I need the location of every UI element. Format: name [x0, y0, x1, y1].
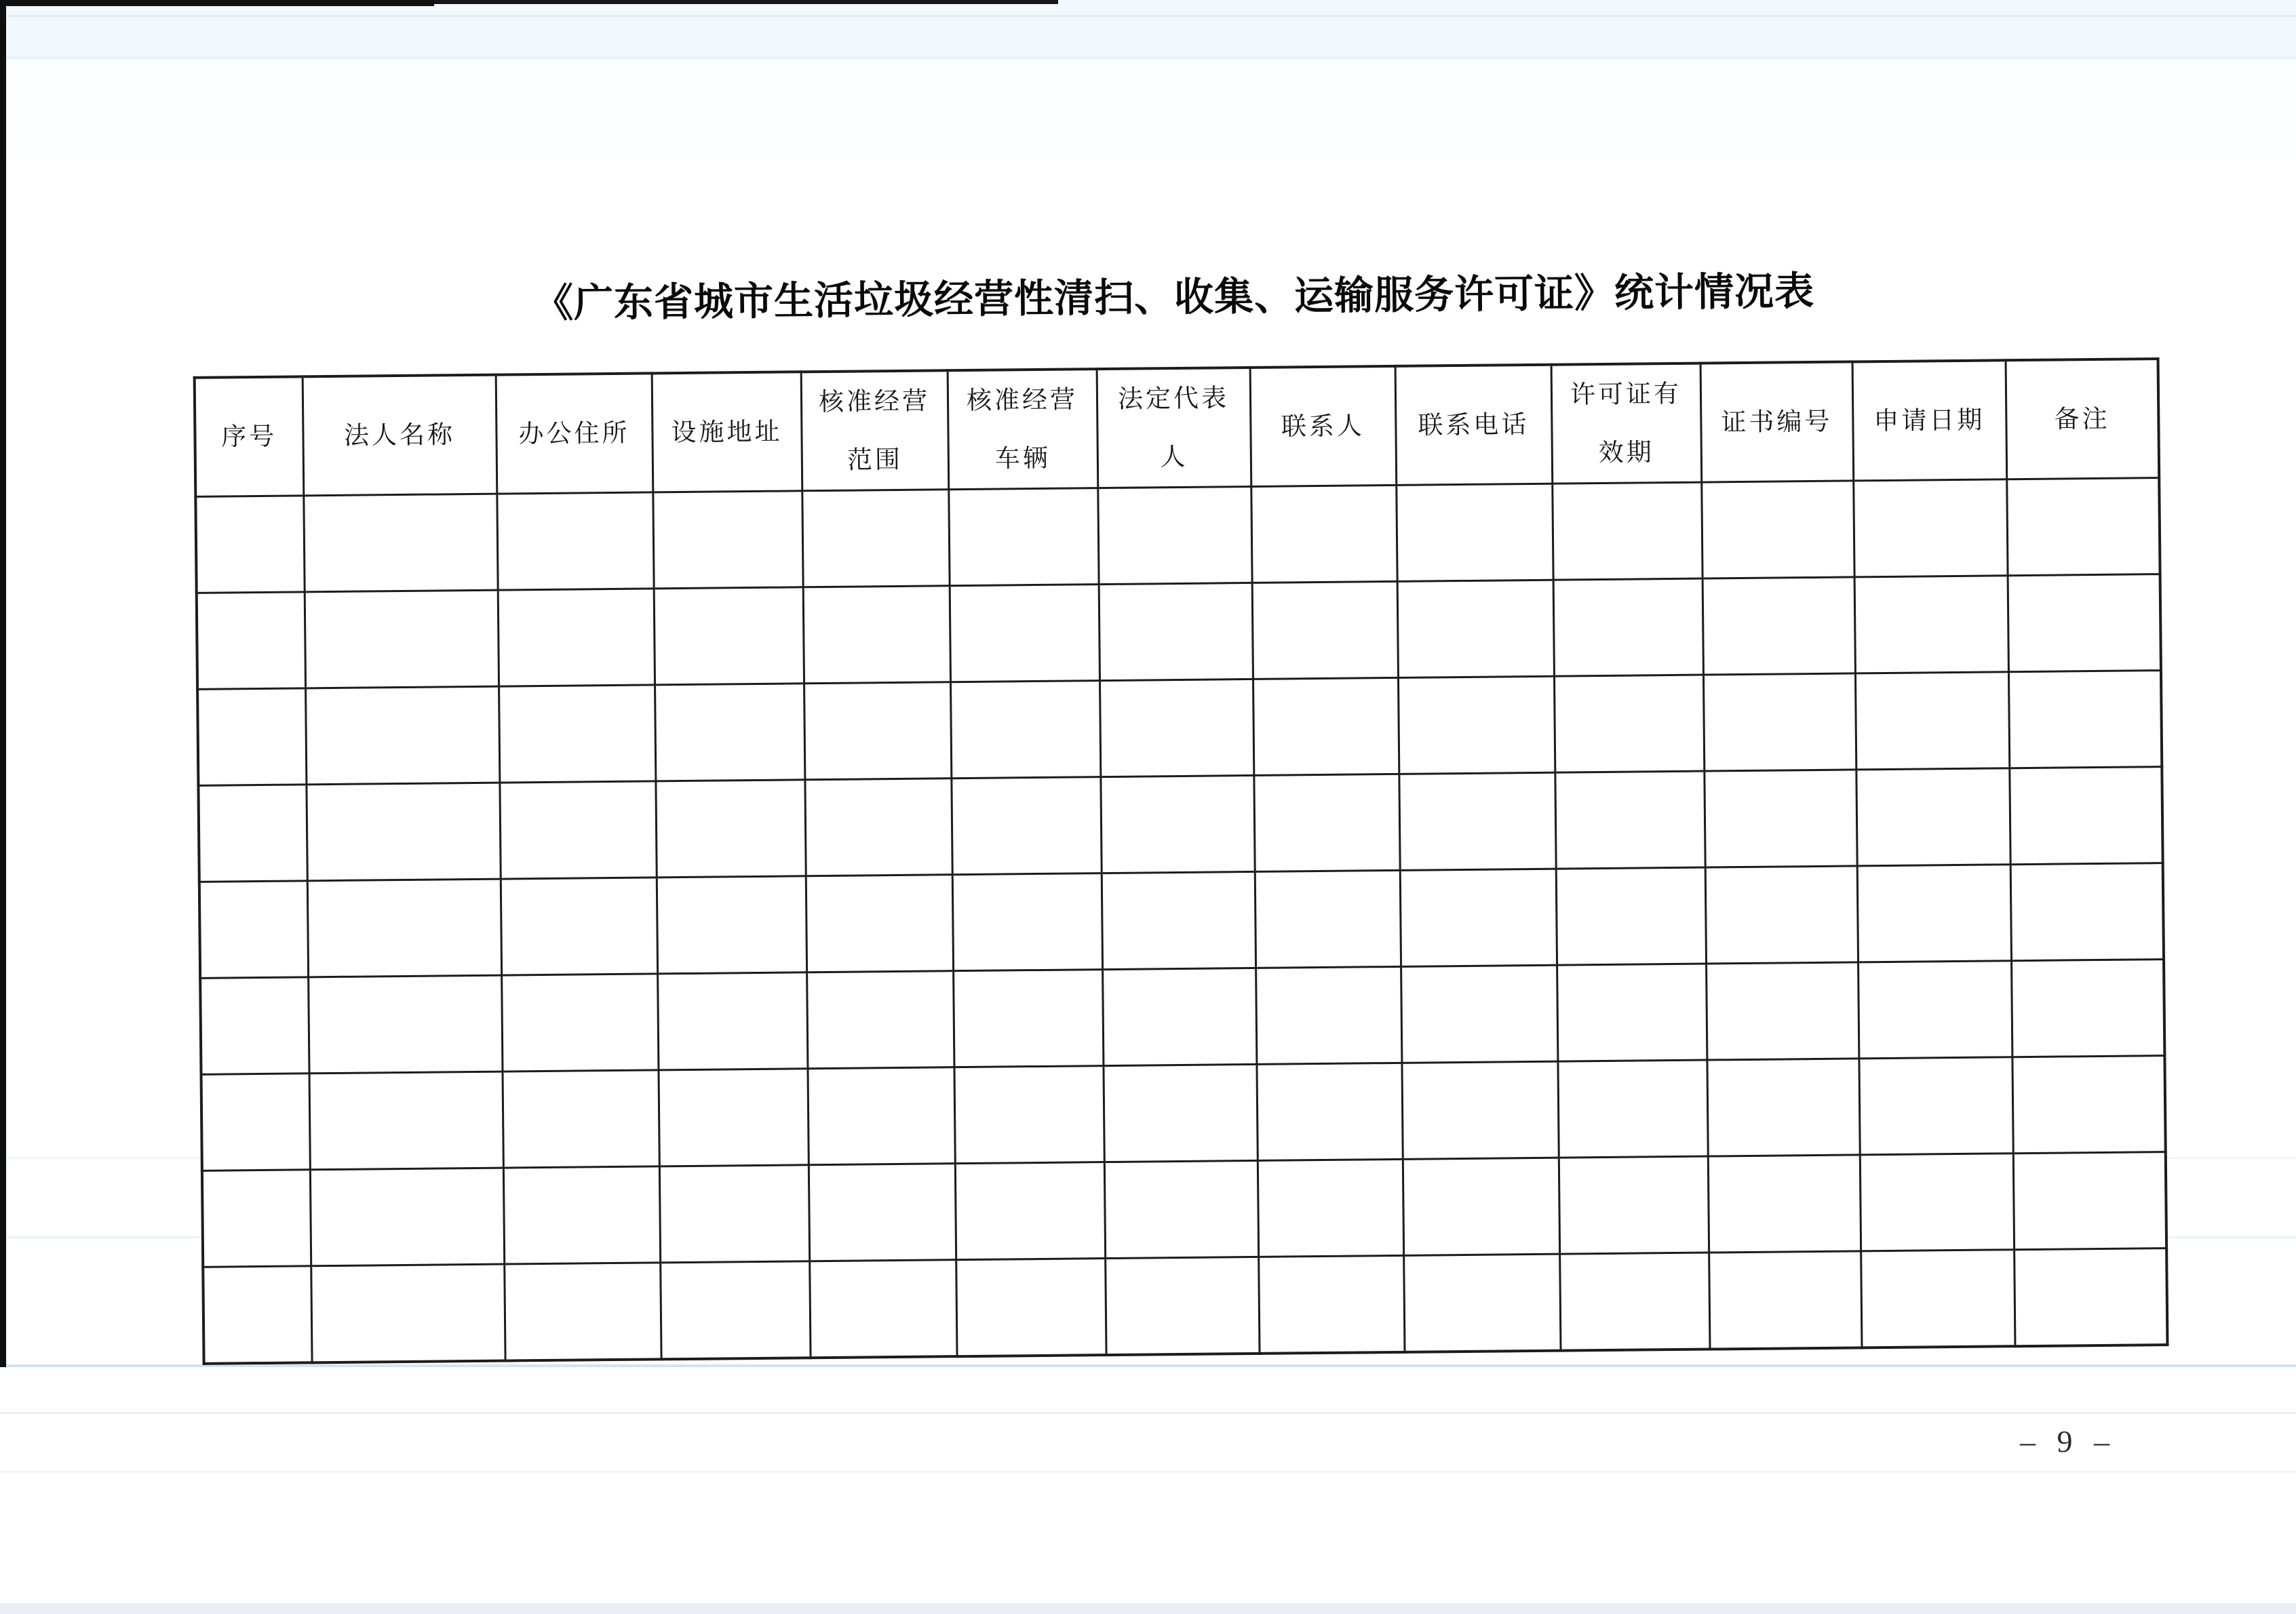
empty-cell [308, 975, 502, 1074]
empty-cell [306, 783, 500, 881]
empty-cell [498, 589, 655, 686]
empty-cell [1258, 1255, 1404, 1354]
empty-cell [307, 879, 501, 977]
empty-cell [1097, 486, 1251, 584]
empty-cell [1554, 675, 1704, 772]
col-header-facility-address: 设施地址 [652, 372, 802, 492]
table-row [198, 767, 2162, 882]
empty-cell [1398, 676, 1555, 774]
empty-cell [803, 586, 950, 684]
col-header-license-validity: 许可证有 效期 [1551, 363, 1702, 484]
col-header-contact-phone: 联系电话 [1395, 365, 1553, 486]
empty-cell [653, 491, 802, 589]
table-row [195, 478, 2160, 593]
col-header-office-address: 办公住所 [496, 373, 653, 494]
empty-cell [807, 1067, 954, 1165]
empty-cell [200, 977, 309, 1075]
empty-cell [2011, 960, 2164, 1057]
empty-cell [659, 1165, 809, 1263]
license-statistics-table [193, 357, 2169, 1365]
scan-line [0, 1471, 2296, 1473]
empty-cell [1258, 1159, 1403, 1257]
empty-cell [1557, 964, 1707, 1061]
empty-cell [2010, 863, 2164, 961]
col-header-approved-business-scope: 核准经营 范围 [801, 370, 949, 491]
empty-cell [1861, 1250, 2015, 1348]
empty-cell [1559, 1253, 1709, 1351]
empty-cell [950, 681, 1100, 779]
empty-cell [1099, 583, 1253, 680]
empty-cell [1854, 576, 2008, 673]
empty-cell [503, 1166, 660, 1264]
empty-cell [804, 779, 952, 876]
empty-cell [1256, 966, 1401, 1064]
scan-line [0, 15, 2296, 17]
empty-cell [1397, 580, 1554, 677]
empty-cell [654, 587, 804, 685]
empty-cell [806, 971, 954, 1069]
col-header-certificate-number: 证书编号 [1700, 361, 1854, 482]
empty-cell [657, 972, 807, 1070]
empty-cell [2009, 767, 2162, 865]
empty-cell [504, 1263, 661, 1361]
empty-cell [1702, 577, 1855, 675]
empty-cell [497, 492, 653, 590]
empty-cell [198, 785, 307, 882]
empty-cell [1858, 961, 2012, 1059]
document-title: 《广东省城市生活垃圾经营性清扫、收集、运输服务许可证》统计情况表 [533, 269, 1815, 326]
empty-cell [1556, 867, 1706, 965]
empty-cell [1100, 775, 1254, 873]
empty-cell [1708, 1155, 1861, 1253]
empty-cell [1557, 1060, 1707, 1158]
col-header-serial-number: 序号 [195, 376, 304, 496]
scan-line-blue [0, 1364, 2296, 1367]
table-row [197, 574, 2161, 690]
empty-cell [195, 496, 304, 593]
empty-cell [804, 682, 951, 780]
empty-cell [1856, 768, 2010, 866]
scan-top-tint-band [0, 0, 2296, 58]
empty-cell [1555, 771, 1705, 869]
empty-cell [1255, 870, 1401, 968]
empty-cell [501, 974, 658, 1071]
empty-cell [502, 1070, 659, 1168]
empty-cell [655, 684, 804, 781]
col-header-remarks: 备注 [2006, 359, 2160, 479]
empty-cell [1253, 774, 1399, 871]
empty-cell [1403, 1254, 1560, 1352]
table-row [201, 1056, 2166, 1171]
empty-cell [203, 1266, 311, 1364]
empty-cell [305, 590, 499, 688]
empty-cell [952, 873, 1102, 971]
empty-cell [303, 494, 497, 592]
scan-faint-band [0, 58, 2296, 160]
page-number: – 9 – [2020, 1424, 2116, 1459]
empty-cell [309, 1071, 503, 1170]
empty-cell [1552, 482, 1702, 580]
empty-cell [809, 1164, 956, 1261]
col-header-approved-vehicles: 核准经营 车辆 [948, 369, 1098, 490]
empty-cell [1703, 673, 1856, 771]
scan-left-edge-shadow [0, 0, 6, 1367]
empty-cell [1709, 1251, 1861, 1350]
scan-top-edge-shadow [0, 0, 434, 6]
empty-cell [1256, 1063, 1402, 1160]
empty-cell [2008, 671, 2162, 768]
empty-cell [1252, 581, 1398, 679]
empty-cell [2008, 574, 2161, 672]
table-row [199, 863, 2164, 979]
empty-cell [1553, 578, 1703, 676]
table-row [197, 671, 2162, 786]
empty-cell [197, 688, 306, 786]
empty-cell [305, 686, 499, 785]
empty-cell [2012, 1056, 2165, 1154]
empty-cell [197, 592, 305, 690]
empty-cell [499, 685, 655, 783]
empty-cell [1859, 1057, 2012, 1155]
table-header-row [195, 359, 2160, 496]
empty-cell [1855, 672, 2009, 770]
col-header-legal-person-name: 法人名称 [303, 375, 497, 496]
scan-top-edge-shadow [0, 0, 1058, 4]
empty-cell [2014, 1248, 2167, 1347]
empty-cell [2013, 1152, 2166, 1250]
table-row [200, 960, 2164, 1075]
empty-cell [950, 585, 1100, 682]
empty-cell [1705, 866, 1858, 964]
empty-cell [1100, 679, 1253, 776]
empty-cell [657, 876, 806, 974]
empty-cell [1102, 968, 1256, 1065]
empty-cell [955, 1162, 1105, 1260]
table-row [203, 1248, 2167, 1364]
empty-cell [1399, 772, 1555, 870]
empty-cell [1401, 965, 1557, 1063]
empty-cell [1400, 869, 1557, 966]
empty-cell [1401, 1061, 1558, 1159]
empty-cell [1396, 484, 1553, 581]
empty-cell [1707, 1059, 1859, 1156]
empty-cell [311, 1264, 505, 1362]
empty-cell [201, 1074, 310, 1171]
scanned-page-content [192, 246, 2166, 1365]
empty-cell [948, 488, 1098, 586]
col-header-legal-representative: 法定代表 人 [1097, 368, 1251, 488]
col-header-application-date: 申请日期 [1852, 360, 2007, 481]
empty-cell [809, 1260, 956, 1358]
empty-cell [951, 777, 1101, 875]
empty-cell [501, 878, 657, 975]
empty-cell [199, 881, 308, 979]
empty-cell [499, 781, 656, 879]
empty-cell [954, 1066, 1104, 1164]
empty-cell [1253, 677, 1399, 775]
empty-cell [310, 1168, 504, 1266]
empty-cell [1706, 962, 1859, 1060]
empty-cell [1860, 1154, 2014, 1251]
empty-cell [1857, 865, 2011, 962]
empty-cell [1105, 1257, 1259, 1355]
empty-cell [953, 970, 1103, 1067]
empty-cell [956, 1259, 1106, 1357]
empty-cell [1704, 770, 1856, 867]
empty-cell [1701, 481, 1854, 578]
scan-line [0, 57, 2296, 59]
table-body [195, 478, 2167, 1364]
empty-cell [806, 875, 953, 972]
empty-cell [1403, 1158, 1559, 1255]
table-row [202, 1152, 2166, 1267]
empty-cell [1251, 485, 1397, 583]
empty-cell [1559, 1156, 1709, 1254]
empty-cell [655, 780, 805, 878]
empty-cell [660, 1261, 810, 1360]
empty-cell [802, 490, 949, 587]
empty-cell [1104, 1160, 1258, 1258]
scan-line [0, 1412, 2296, 1414]
empty-cell [1853, 479, 2007, 577]
col-header-contact-person: 联系人 [1250, 366, 1397, 487]
empty-cell [2006, 478, 2160, 576]
empty-cell [1103, 1064, 1257, 1162]
empty-cell [202, 1170, 311, 1267]
empty-cell [658, 1069, 808, 1166]
scan-bottom-edge-band [0, 1603, 2296, 1614]
empty-cell [1102, 871, 1256, 969]
